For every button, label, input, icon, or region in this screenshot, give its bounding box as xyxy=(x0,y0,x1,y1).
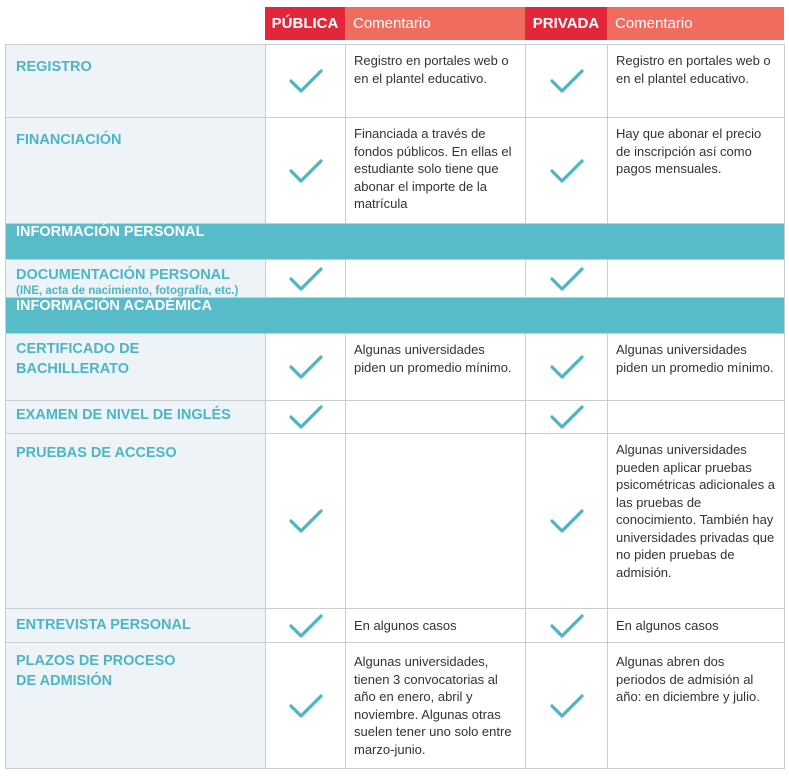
publica-comment xyxy=(346,434,526,609)
privada-comment: Algunas universidades pueden aplicar pruebas psicométricas adicionales a las pruebas de conocimiento. También hay universidades privadas que no piden pruebas de admisión. xyxy=(608,434,785,609)
check-icon xyxy=(549,266,585,292)
publica-check-cell xyxy=(266,45,346,118)
check-icon xyxy=(549,613,585,639)
publica-comment: Financiada a través de fondos públicos. En ellas el estudiante solo tiene que abonar el importe de la matrícula xyxy=(346,118,526,224)
header-publica: PÚBLICA xyxy=(265,7,345,40)
privada-check-cell xyxy=(526,434,608,609)
privada-comment: Hay que abonar el precio de inscripción así como pagos mensuales. xyxy=(608,118,785,224)
privada-check-cell xyxy=(526,643,608,769)
section-title: INFORMACIÓN PERSONAL xyxy=(6,224,785,260)
table-row xyxy=(6,434,785,609)
publica-comment xyxy=(346,260,526,298)
table-row xyxy=(6,334,785,401)
row-label: FINANCIACIÓN xyxy=(6,118,266,224)
table-row xyxy=(6,609,785,643)
row-label: REGISTRO xyxy=(6,45,266,118)
publica-check-cell xyxy=(266,401,346,434)
check-icon xyxy=(288,508,324,534)
privada-check-cell xyxy=(526,334,608,401)
table-row xyxy=(6,643,785,769)
row-label: EXAMEN DE NIVEL DE INGLÉS xyxy=(6,401,266,434)
check-icon xyxy=(288,158,324,184)
check-icon xyxy=(288,266,324,292)
header-privada-comment: Comentario xyxy=(607,7,784,40)
row-label: DOCUMENTACIÓN PERSONAL (INE, acta de nacimiento, fotografía, etc.) xyxy=(6,260,266,298)
privada-comment: Algunas universidades piden un promedio mínimo. xyxy=(608,334,785,401)
row-label: PRUEBAS DE ACCESO xyxy=(6,434,266,609)
privada-check-cell xyxy=(526,118,608,224)
check-icon xyxy=(288,68,324,94)
privada-comment xyxy=(608,260,785,298)
admission-requirements-table xyxy=(5,44,785,769)
publica-check-cell xyxy=(266,434,346,609)
privada-check-cell xyxy=(526,260,608,298)
publica-comment xyxy=(346,401,526,434)
table-row xyxy=(6,260,785,298)
privada-check-cell xyxy=(526,45,608,118)
table-row xyxy=(6,45,785,118)
check-icon xyxy=(288,693,324,719)
table-row xyxy=(6,118,785,224)
privada-check-cell xyxy=(526,401,608,434)
check-icon xyxy=(288,354,324,380)
privada-check-cell xyxy=(526,609,608,643)
privada-comment: Registro en portales web o en el plantel educativo. xyxy=(608,45,785,118)
row-label: PLAZOS DE PROCESO DE ADMISIÓN xyxy=(6,643,266,769)
check-icon xyxy=(549,68,585,94)
row-label: CERTIFICADO DE BACHILLERATO xyxy=(6,334,266,401)
table-row xyxy=(6,401,785,434)
publica-check-cell xyxy=(266,260,346,298)
check-icon xyxy=(549,404,585,430)
check-icon xyxy=(549,354,585,380)
section-title: INFORMACIÓN ACADÉMICA xyxy=(6,298,785,334)
privada-comment: Algunas abren dos periodos de admisión al año: en diciembre y julio. xyxy=(608,643,785,769)
publica-comment: Registro en portales web o en el plantel educativo. xyxy=(346,45,526,118)
header-publica-comment: Comentario xyxy=(345,7,525,40)
publica-comment: En algunos casos xyxy=(346,609,526,643)
publica-comment: Algunas universidades piden un promedio mínimo. xyxy=(346,334,526,401)
row-label: ENTREVISTA PERSONAL xyxy=(6,609,266,643)
publica-check-cell xyxy=(266,643,346,769)
check-icon xyxy=(288,613,324,639)
privada-comment xyxy=(608,401,785,434)
section-header-personal xyxy=(6,224,785,260)
check-icon xyxy=(549,508,585,534)
check-icon xyxy=(549,693,585,719)
publica-check-cell xyxy=(266,609,346,643)
section-header-academica xyxy=(6,298,785,334)
check-icon xyxy=(549,158,585,184)
privada-comment: En algunos casos xyxy=(608,609,785,643)
row-sublabel: (INE, acta de nacimiento, fotografía, etc.) xyxy=(16,285,239,297)
header-privada: PRIVADA xyxy=(525,7,607,40)
publica-check-cell xyxy=(266,334,346,401)
check-icon xyxy=(288,404,324,430)
publica-check-cell xyxy=(266,118,346,224)
publica-comment: Algunas universidades, tienen 3 convocatorias al año en enero, abril y noviembre. Algunas otras suelen tener uno solo entre marzo-junio. xyxy=(346,643,526,769)
